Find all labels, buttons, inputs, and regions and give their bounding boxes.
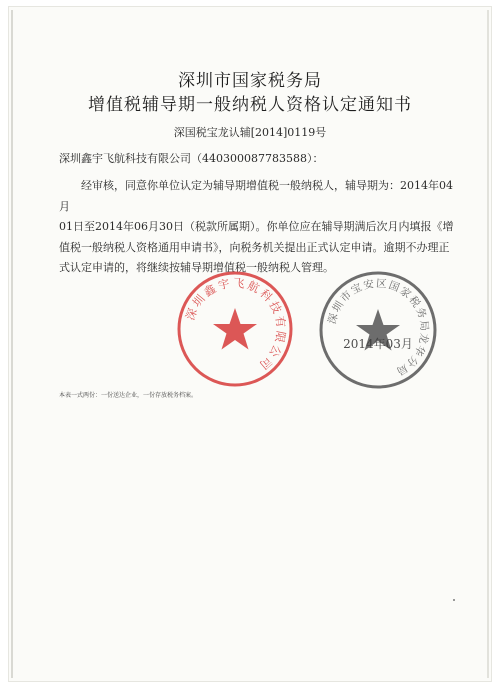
svg-text:深圳市宝安区国家税务局龙华分局: 深圳市宝安区国家税务局龙华分局 <box>326 277 431 378</box>
body-paragraph-first-line: 经审核，同意你单位认定为辅导期增值税一般纳税人，辅导期为：2014年04月 <box>59 179 453 213</box>
document-number: 深国税宝龙认辅[2014]0119号 <box>173 126 327 139</box>
footer-note: 本表一式两份：一份送达企业，一份存放税务档案。 <box>59 392 198 399</box>
scan-speck <box>453 599 455 601</box>
tax-bureau-seal <box>318 270 438 390</box>
addressee: 深圳鑫宇飞航科技有限公司（440300087783588）： <box>59 152 324 165</box>
svg-text:深圳鑫宇飞航科技有限公司: 深圳鑫宇飞航科技有限公司 <box>182 275 289 374</box>
body-paragraph-rest: 01日至2014年06月30日（税款所属期）。你单位应在辅导期满后次月内填报《增值税一般纳税人资格通用申请书》，向税务机关提出正式认定申请。逾期不办理正式认定申请的，将继续按辅导期增值税一般纳税人管理。 <box>59 220 454 274</box>
document-title-bureau: 深圳市国家税务局 <box>178 71 322 91</box>
company-seal <box>176 270 294 388</box>
document-title-notice: 增值税辅导期一般纳税人资格认定通知书 <box>88 95 412 115</box>
star-icon <box>213 308 257 350</box>
svg-text:2014年03月: 2014年03月 <box>343 337 413 351</box>
